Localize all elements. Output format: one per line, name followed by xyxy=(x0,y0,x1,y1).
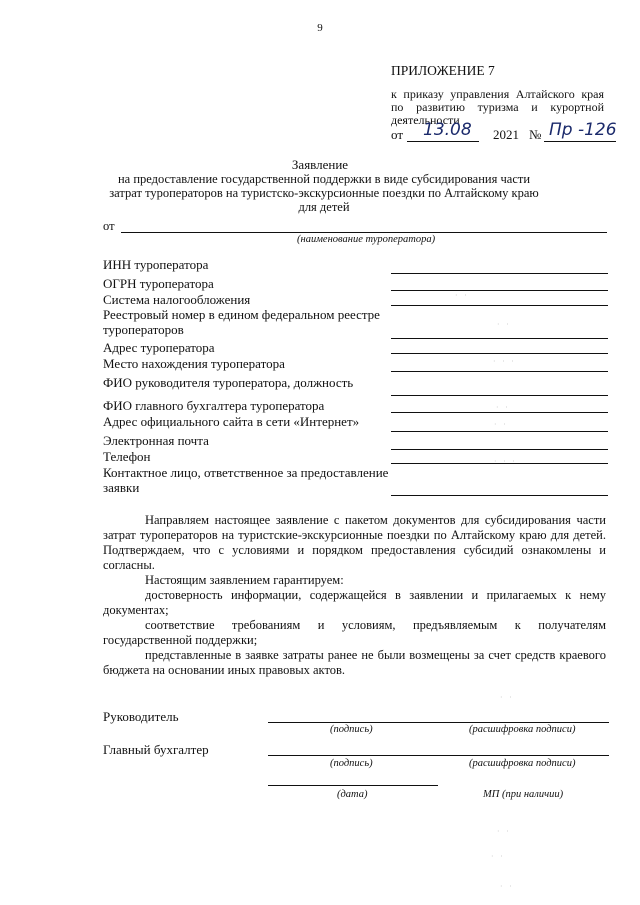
body-paragraph-4: соответствие требованиям и условиям, предъявляемым к получателям государственной поддержки; xyxy=(103,618,606,647)
from-label: от xyxy=(103,219,115,233)
body-paragraph-2: Настоящим заявлением гарантируем: xyxy=(145,573,344,587)
field-ogrn-line[interactable] xyxy=(391,290,608,291)
field-inn-line[interactable] xyxy=(391,273,608,274)
accountant-decode-caption: (расшифровка подписи) xyxy=(469,758,576,769)
form-title: Заявление xyxy=(291,157,349,172)
stamp-caption: МП (при наличии) xyxy=(483,789,564,800)
field-registry-number-label: Реестровый номер в едином федеральном реестре туроператоров xyxy=(103,307,380,337)
from-input-line[interactable] xyxy=(121,232,607,233)
scan-noise: · · xyxy=(497,827,511,836)
accountant-signature-line[interactable] xyxy=(268,755,609,756)
field-address-label: Адрес туроператора xyxy=(103,340,215,355)
field-director-line[interactable] xyxy=(391,395,608,396)
handwritten-date: 13.08 xyxy=(423,120,472,140)
scan-noise: · · xyxy=(494,420,508,429)
scan-noise: · · xyxy=(497,320,511,329)
body-paragraph-3: достоверность информации, содержащейся в заявлении и прилагаемых к нему документах; xyxy=(103,588,606,617)
accountant-signature-caption: (подпись) xyxy=(330,758,373,769)
field-director-label: ФИО руководителя туроператора, должность xyxy=(103,375,354,390)
field-inn-label: ИНН туроператора xyxy=(103,257,209,272)
date-underline xyxy=(407,141,479,142)
scan-noise: · · xyxy=(496,403,510,412)
head-decode-caption: (расшифровка подписи) xyxy=(469,724,576,735)
form-subtitle: на предоставление государственной поддержки в виде субсидирования части затрат туроператоров на туристско-экскурсионные поездки по Алтайскому краю для детей xyxy=(109,172,539,214)
field-phone-label: Телефон xyxy=(103,449,151,464)
scan-noise: · · xyxy=(491,852,505,861)
field-location-label: Место нахождения туроператора xyxy=(103,356,285,371)
field-address-line[interactable] xyxy=(391,353,608,354)
body-paragraph-5: представленные в заявке затраты ранее не были возмещены за счет средств краевого бюджета на основании иных правовых актов. xyxy=(103,648,606,677)
appendix-text: к приказу управления Алтайского края по развитию туризма и курортной деятельности xyxy=(391,87,604,127)
field-email-label: Электронная почта xyxy=(103,433,209,448)
head-signature-line[interactable] xyxy=(268,722,609,723)
field-location-line[interactable] xyxy=(391,371,608,372)
scan-noise: · · xyxy=(500,882,514,891)
head-label: Руководитель xyxy=(103,709,179,724)
scan-noise: · · · xyxy=(493,357,516,366)
page-number: 9 xyxy=(317,22,323,34)
field-website-line[interactable] xyxy=(391,431,608,432)
body-paragraph-1: Направляем настоящее заявление с пакетом документов для субсидирования части затрат туроператоров на туристские-экскурсионные поездки по Алтайскому краю для детей. Подтверждаем, что с условиями и порядком предоставления субсидий ознакомлены и согласны. xyxy=(103,513,606,572)
field-website-label: Адрес официального сайта в сети «Интернет» xyxy=(103,414,360,429)
field-ogrn-label: ОГРН туроператора xyxy=(103,276,214,291)
field-contact-line[interactable] xyxy=(391,495,608,496)
accountant-label: Главный бухгалтер xyxy=(103,742,209,757)
field-tax-system-label: Система налогообложения xyxy=(103,292,251,307)
field-registry-number-line[interactable] xyxy=(391,338,608,339)
number-sign: № xyxy=(529,127,542,142)
number-underline xyxy=(544,141,616,142)
field-accountant-line[interactable] xyxy=(391,412,608,413)
year: 2021 xyxy=(493,127,519,142)
field-contact-label: Контактное лицо, ответственное за предоставление заявки xyxy=(103,465,389,495)
field-tax-system-line[interactable] xyxy=(391,305,608,306)
field-email-line[interactable] xyxy=(391,449,608,450)
date-prefix: от xyxy=(391,127,404,142)
handwritten-number: Пр -126 xyxy=(549,120,617,140)
date-caption: (дата) xyxy=(337,789,368,800)
head-signature-caption: (подпись) xyxy=(330,724,373,735)
appendix-title: ПРИЛОЖЕНИЕ 7 xyxy=(391,63,495,78)
appendix-date-row xyxy=(391,120,621,144)
scan-noise: · · · xyxy=(494,457,517,466)
from-caption: (наименование туроператора) xyxy=(297,234,436,245)
scan-noise: · · xyxy=(455,291,469,300)
date-signature-line[interactable] xyxy=(268,785,438,786)
scan-noise: · · xyxy=(500,693,514,702)
field-accountant-label: ФИО главного бухгалтера туроператора xyxy=(103,398,325,413)
